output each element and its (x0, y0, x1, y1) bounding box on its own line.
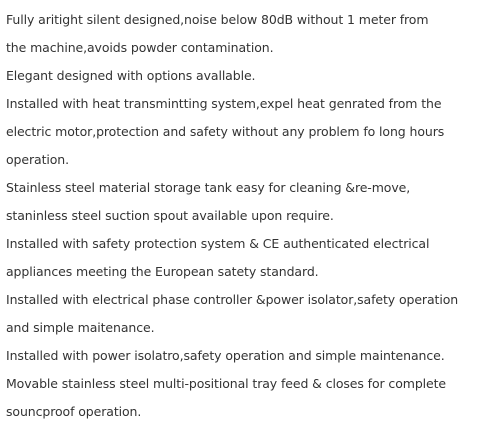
text-line-14: Movable stainless steel multi-positional tray feed & closes for complete (6, 376, 447, 391)
document-body (6, 6, 474, 426)
text-line-6: operation. (6, 152, 69, 167)
text-line-1: Fully aritight silent designed,noise below 80dB without 1 meter from (6, 12, 429, 27)
text-line-15: souncproof operation. (6, 404, 142, 419)
text-line-11: Installed with electrical phase controller &power isolator,safety operation (6, 292, 459, 307)
text-line-5: electric motor,protection and safety without any problem fo long hours (6, 124, 445, 139)
text-line-9: Installed with safety protection system & CE authenticated electrical (6, 236, 430, 251)
text-line-10: appliances meeting the European satety standard. (6, 264, 319, 279)
text-line-3: Elegant designed with options avallable. (6, 68, 256, 83)
text-line-12: and simple maitenance. (6, 320, 155, 335)
text-line-2: the machine,avoids powder contamination. (6, 40, 274, 55)
text-line-8: staninless steel suction spout available upon require. (6, 208, 334, 223)
text-line-4: Installed with heat transmintting system,expel heat genrated from the (6, 96, 442, 111)
text-line-13: Installed with power isolatro,safety operation and simple maintenance. (6, 348, 445, 363)
text-line-7: Stainless steel material storage tank easy for cleaning &re-move, (6, 180, 411, 195)
